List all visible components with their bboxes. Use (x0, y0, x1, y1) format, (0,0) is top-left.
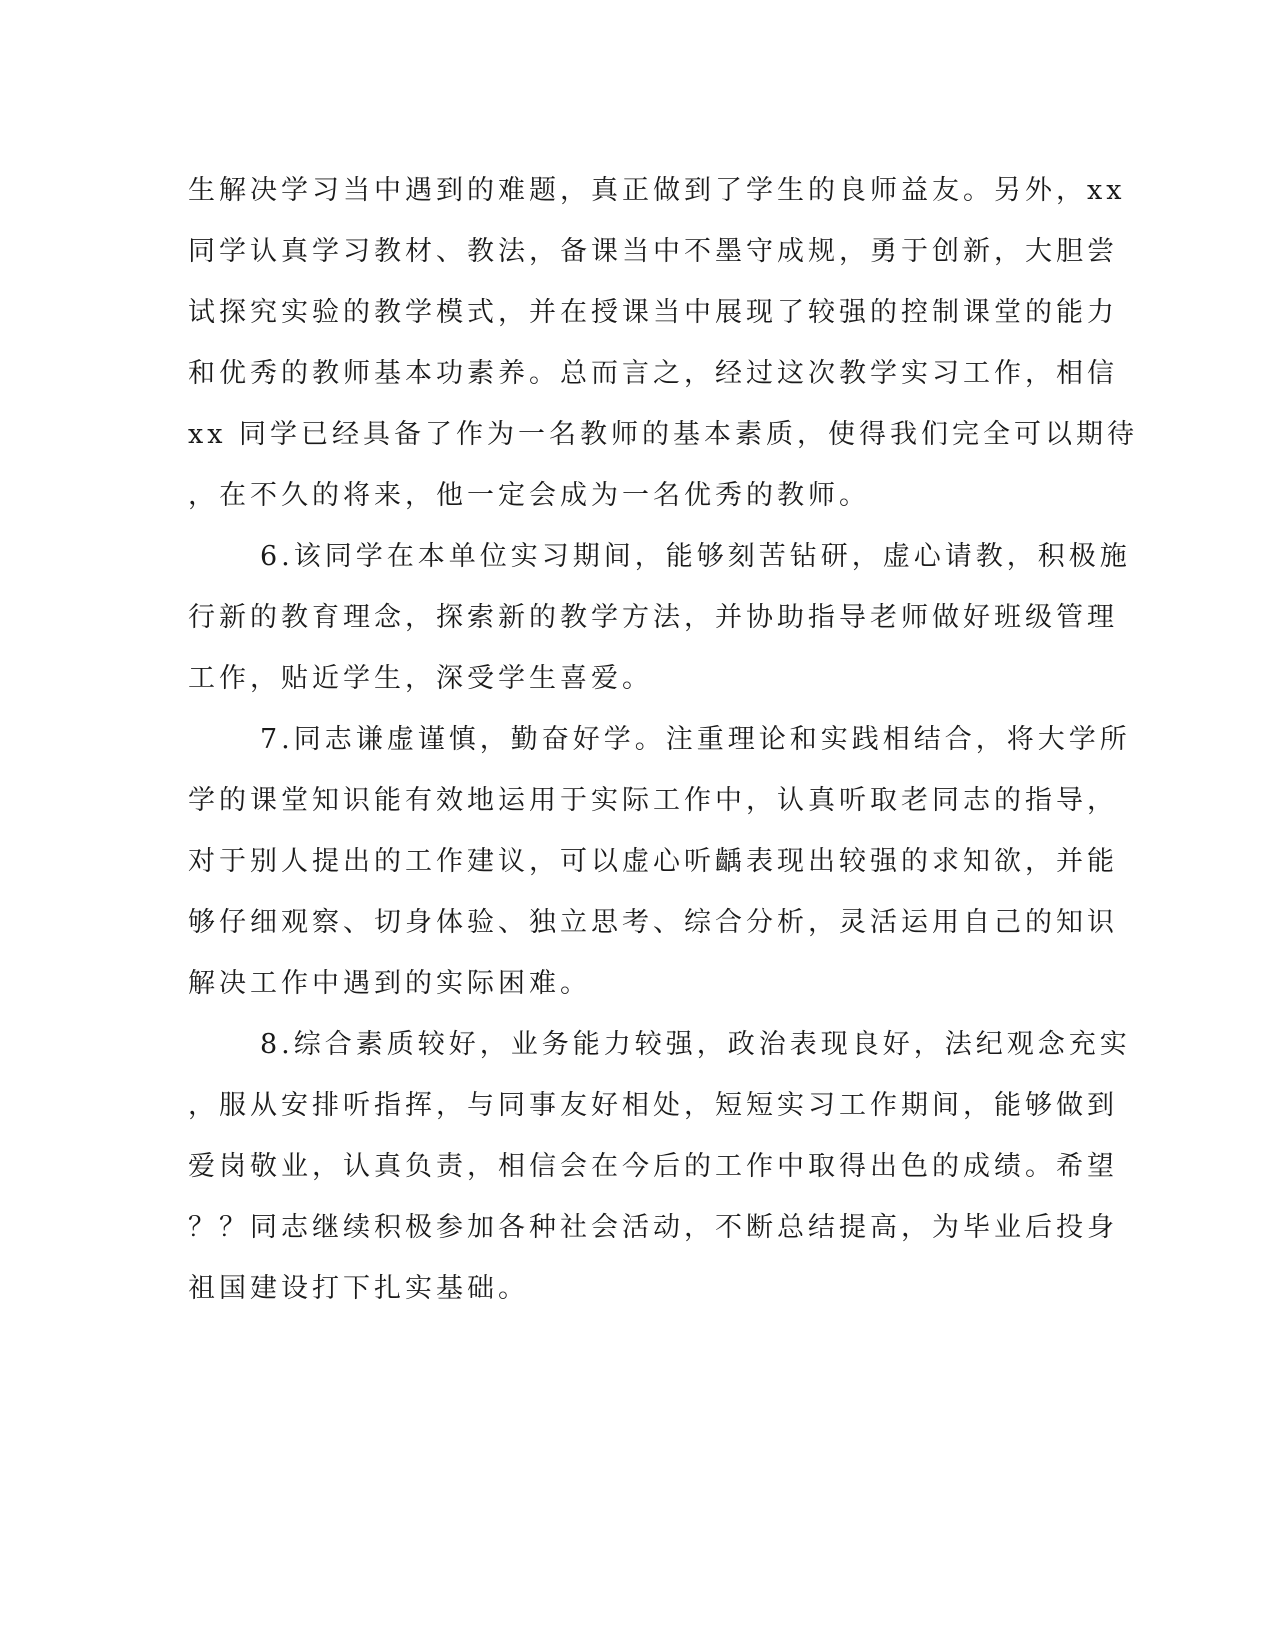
paragraph-line: 行新的教育理念，探索新的教学方法，并协助指导老师做好班级管理 (188, 602, 1118, 633)
paragraph-line: 够仔细观察、切身体验、独立思考、综合分析，灵活运用自己的知识 (188, 907, 1118, 938)
paragraph-line: 生解决学习当中遇到的难题，真正做到了学生的良师益友。另外，xx (188, 175, 1126, 206)
paragraph-line: 工作，贴近学生，深受学生喜爱。 (188, 663, 653, 694)
paragraph-8-first-line: 8.综合素质较好，业务能力较强，政治表现良好，法纪观念充实 (260, 1029, 1131, 1060)
paragraph-line: 爱岗敬业，认真负责，相信会在今后的工作中取得出色的成绩。希望 (188, 1151, 1118, 1182)
paragraph-line: 试探究实验的教学模式，并在授课当中展现了较强的控制课堂的能力 (188, 297, 1118, 328)
paragraph-line: ，在不久的将来，他一定会成为一名优秀的教师。 (188, 480, 870, 511)
paragraph-line: 解决工作中遇到的实际困难。 (188, 968, 591, 999)
paragraph-7-first-line: 7.同志谦虚谨慎，勤奋好学。注重理论和实践相结合，将大学所 (260, 724, 1131, 755)
paragraph-line: 和优秀的教师基本功素养。总而言之，经过这次教学实习工作，相信 (188, 358, 1118, 389)
paragraph-line: 对于别人提出的工作建议，可以虚心听齲表现出较强的求知欲，并能 (188, 846, 1118, 877)
paragraph-6-first-line: 6.该同学在本单位实习期间，能够刻苦钻研，虚心请教，积极施 (260, 541, 1131, 572)
paragraph-line: ？？同志继续积极参加各种社会活动，不断总结提高，为毕业后投身 (188, 1212, 1118, 1243)
paragraph-line: 祖国建设打下扎实基础。 (188, 1273, 529, 1304)
paragraph-line: 学的课堂知识能有效地运用于实际工作中，认真听取老同志的指导， (188, 785, 1118, 816)
paragraph-line: ，服从安排听指挥，与同事友好相处，短短实习工作期间，能够做到 (188, 1090, 1118, 1121)
paragraph-line: 同学认真学习教材、教法，备课当中不墨守成规，勇于创新，大胆尝 (188, 236, 1118, 267)
paragraph-line: xx 同学已经具备了作为一名教师的基本素质，使得我们完全可以期待 (188, 419, 1139, 450)
document-body (188, 160, 1139, 1319)
